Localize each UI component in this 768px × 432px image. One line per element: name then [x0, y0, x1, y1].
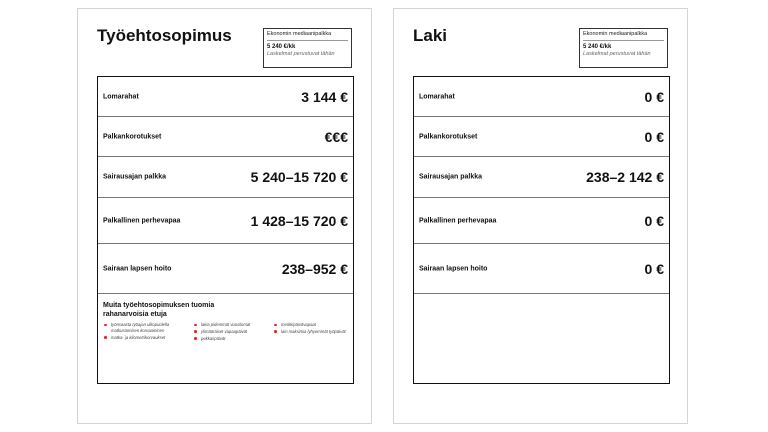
row-palkallinen-perhevapaa: [98, 198, 353, 244]
row-sairaan-lapsen-hoito: [414, 244, 669, 294]
salary-box-value: 5 240 €/kk: [583, 44, 612, 50]
row-value: 0 €: [644, 260, 664, 277]
row-label: Palkallinen perhevapaa: [103, 217, 181, 224]
benefit-item: matka- ja kilometrikorvaukset: [103, 335, 193, 341]
row-palkankorotukset: [98, 117, 353, 157]
row-palkankorotukset: [414, 117, 669, 157]
row-palkallinen-perhevapaa: [414, 198, 669, 244]
row-label: Palkankorotukset: [103, 133, 162, 140]
benefits-column: [193, 322, 273, 342]
card-tyoehtosopimus: [77, 8, 372, 424]
card-title: Laki: [413, 26, 448, 45]
salary-box-label: Ekonomin mediaanipalkka: [583, 31, 664, 41]
benefit-item: pekkaspäivät: [193, 336, 273, 342]
salary-box-note: Laskelmat perustuvat tähän: [583, 51, 651, 57]
row-sairausajan-palkka: [414, 157, 669, 198]
row-label: Sairausajan palkka: [103, 173, 167, 181]
card-title: Työehtosopimus: [97, 26, 232, 45]
salary-box: [579, 28, 668, 68]
comparison-table: [97, 76, 354, 384]
row-sairausajan-palkka: [98, 157, 353, 198]
salary-box-label: Ekonomin mediaanipalkka: [267, 31, 348, 41]
row-sairaan-lapsen-hoito: [98, 244, 353, 294]
card-laki: [393, 8, 688, 424]
benefit-item: lakia pidemmät vuosilomat: [193, 322, 273, 328]
row-label: Lomarahat: [103, 93, 139, 100]
row-value: 238–2 142 €: [586, 169, 664, 185]
row-value: 238–952 €: [281, 260, 348, 277]
row-label: Lomarahat: [419, 93, 455, 100]
row-value: 5 240–15 720 €: [250, 169, 348, 185]
benefit-item: työnsaasta työajan ulkopuolella matkustamisen korvaaminen: [103, 322, 193, 333]
benefits-title: Muita työehtosopimuksen tuomia rahanarvoisia etuja: [103, 302, 215, 319]
salary-box-value: 5 240 €/kk: [267, 44, 296, 50]
comparison-table: [413, 76, 670, 384]
row-label: Palkallinen perhevapaa: [419, 217, 497, 224]
benefits-section: [103, 301, 348, 342]
row-value: 1 428–15 720 €: [250, 212, 348, 229]
row-value: €€€: [324, 128, 348, 145]
row-label: Sairaan lapsen hoito: [103, 265, 172, 272]
benefit-item: merkkipäivävapaat: [273, 322, 348, 328]
row-label: Sairaan lapsen hoito: [419, 265, 488, 272]
benefits-column: [103, 322, 193, 342]
benefit-item: ylimääräiset vapaapäivät: [193, 329, 273, 335]
row-value: 0 €: [644, 128, 664, 145]
row-lomarahat: [98, 77, 353, 117]
row-value: 3 144 €: [301, 88, 348, 105]
salary-box-note: Laskelmat perustuvat tähän: [267, 51, 335, 57]
benefits-column: [273, 322, 348, 342]
salary-box: [263, 28, 352, 68]
row-lomarahat: [414, 77, 669, 117]
row-label: Sairausajan palkka: [419, 173, 483, 181]
row-label: Palkankorotukset: [419, 133, 478, 140]
benefit-item: lain maksimia lyhyemmät työpäivät: [273, 329, 348, 335]
row-value: 0 €: [644, 212, 664, 229]
row-value: 0 €: [644, 88, 664, 105]
